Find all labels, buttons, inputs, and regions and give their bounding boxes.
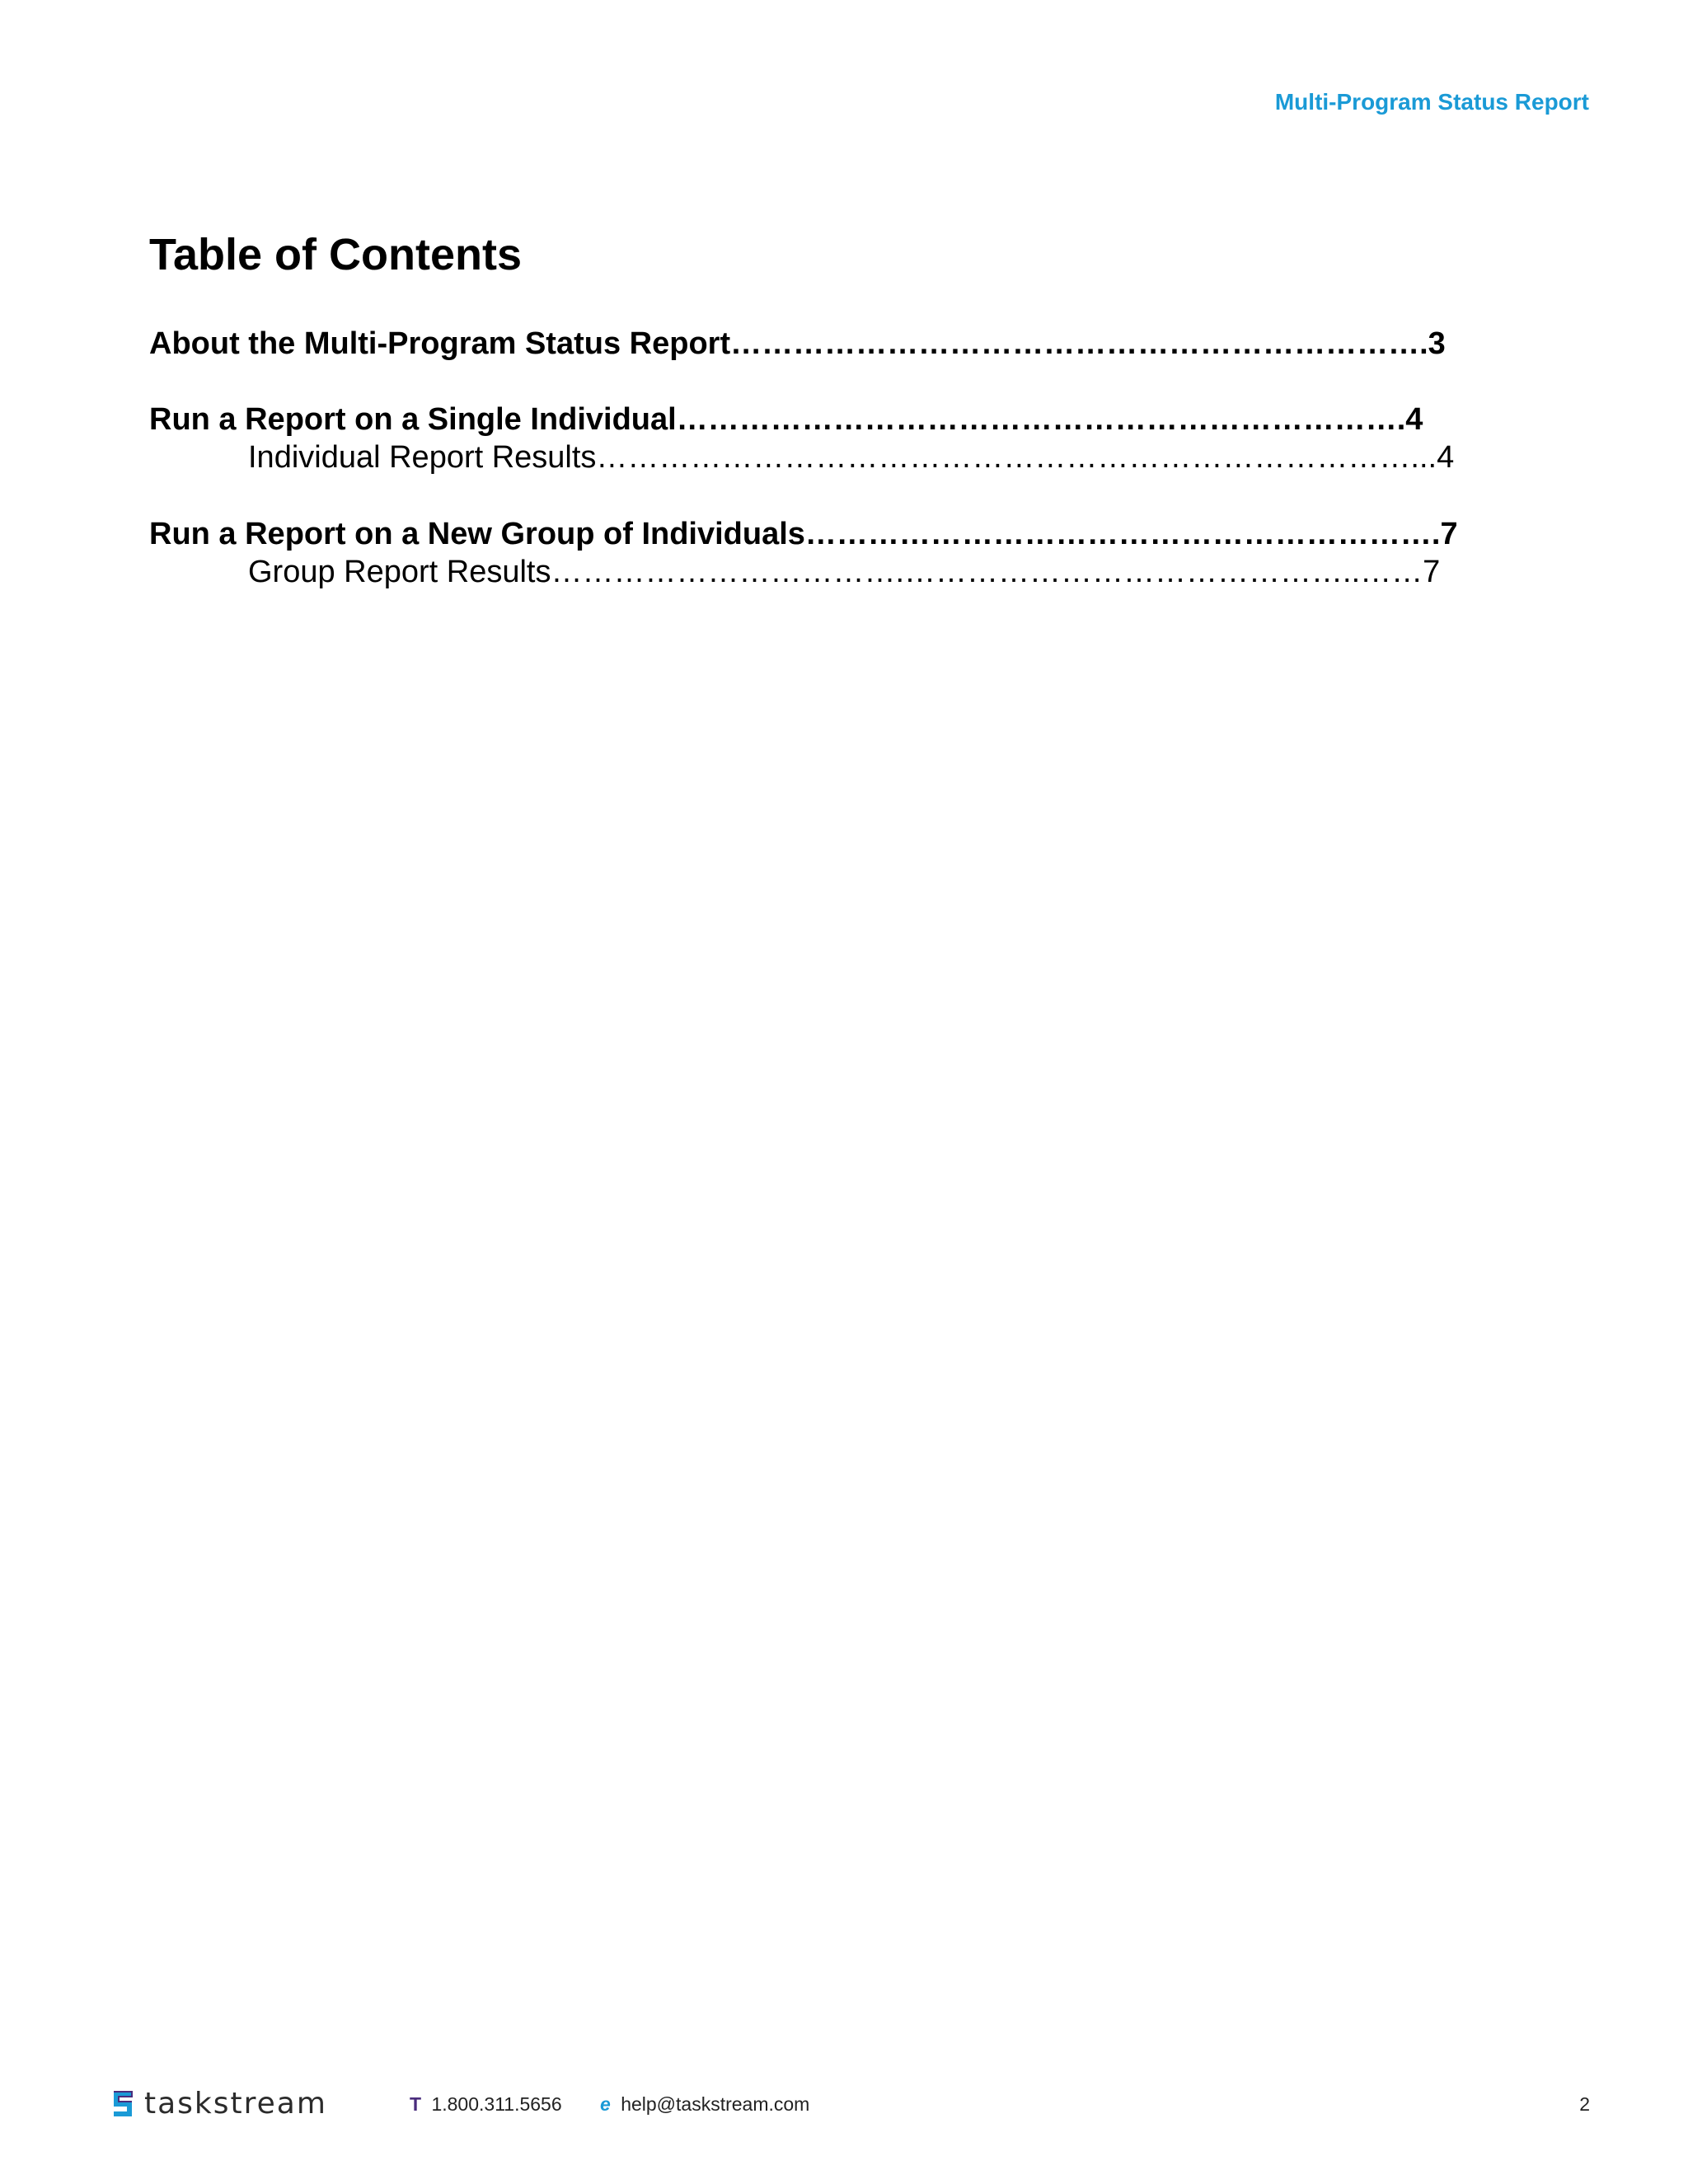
- running-header-title: Multi-Program Status Report: [1274, 89, 1589, 115]
- logo-text: taskstream: [144, 2087, 327, 2121]
- toc-entry-individual-results[interactable]: Individual Report Results……………………………………………………………………...4: [248, 440, 1455, 475]
- toc-entry-new-group[interactable]: Run a Report on a New Group of Individuals…………………………………………………….7: [149, 517, 1458, 551]
- email-address[interactable]: help@taskstream.com: [621, 2093, 810, 2115]
- toc-entry-group-results[interactable]: Group Report Results…………………………….……………………………………..……7: [248, 555, 1441, 589]
- taskstream-logo-icon: [111, 2089, 134, 2119]
- toc-entry-about[interactable]: About the Multi-Program Status Report………………………………………………………….3: [149, 326, 1446, 361]
- toc-title: Table of Contents: [149, 230, 522, 279]
- page-number: 2: [1579, 2093, 1590, 2115]
- footer-email: [600, 2093, 809, 2116]
- footer-phone: [410, 2093, 562, 2116]
- email-icon: e: [600, 2093, 611, 2115]
- phone-number: 1.800.311.5656: [431, 2093, 562, 2115]
- toc-entry-single-individual[interactable]: Run a Report on a Single Individual…………………………………………………………….4: [149, 402, 1423, 437]
- taskstream-logo: [111, 2087, 327, 2121]
- page-footer: [111, 2087, 1590, 2128]
- phone-icon: T: [410, 2093, 422, 2115]
